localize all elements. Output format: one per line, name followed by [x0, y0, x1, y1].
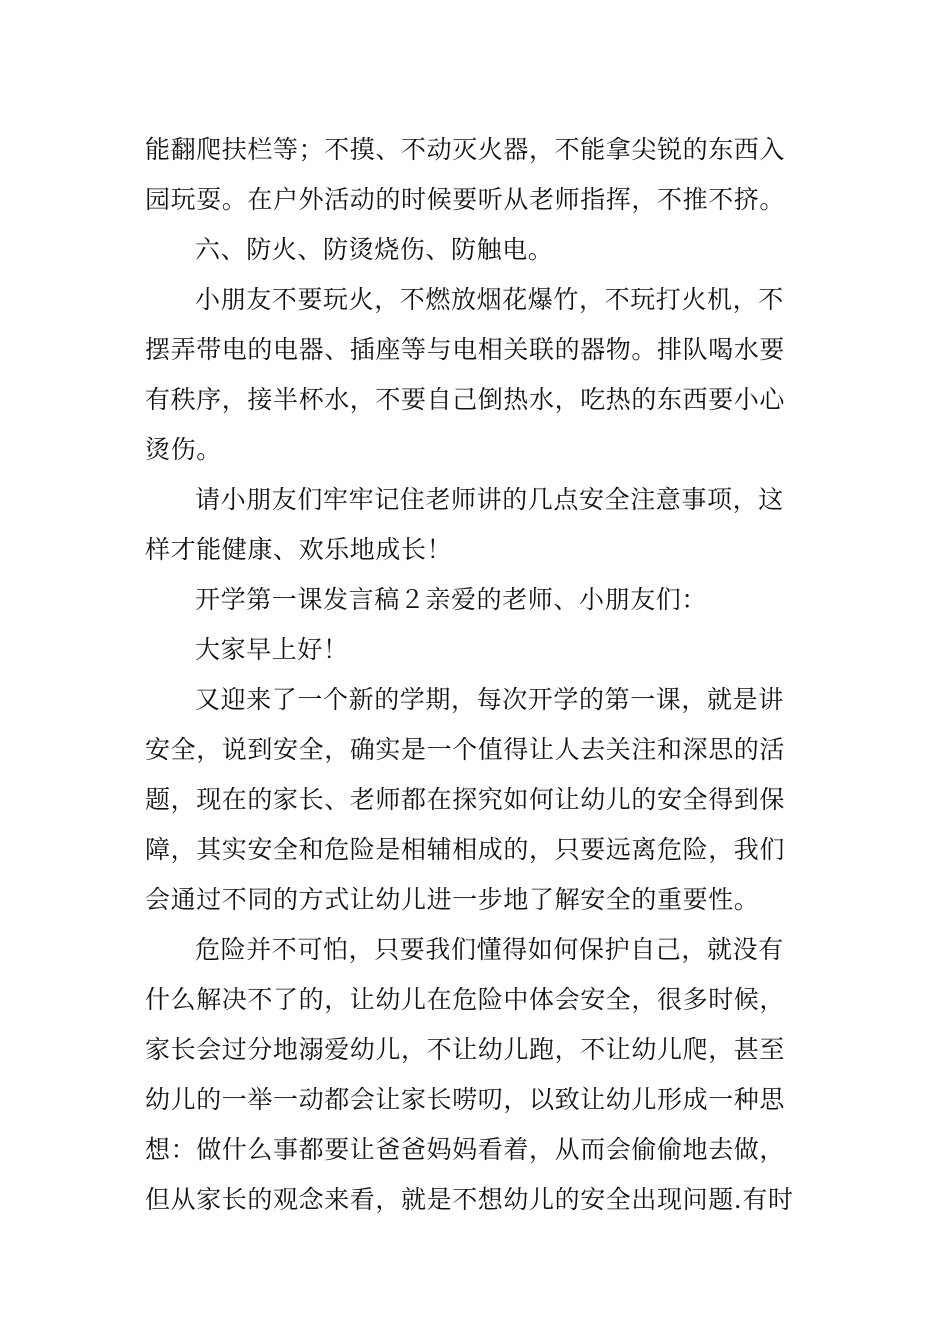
text-line: 幼儿的一举一动都会让家长唠叨，以致让幼儿形成一种思 — [145, 1085, 786, 1114]
text-line: 摆弄带电的电器、插座等与电相关联的器物。排队喝水要 — [145, 335, 786, 364]
text-line: 开学第一课发言稿２亲爱的老师、小朋友们： — [195, 585, 708, 614]
text-line: 题，现在的家长、老师都在探究如何让幼儿的安全得到保 — [145, 785, 786, 814]
text-line: 什么解决不了的，让幼儿在危险中体会安全，很多时候， — [145, 985, 786, 1014]
text-line: 但从家长的观念来看，就是不想幼儿的安全出现问题.有时 — [145, 1185, 794, 1214]
section-heading: 六、防火、防烫烧伤、防触电。 — [195, 235, 554, 264]
text-line: 安全，说到安全，确实是一个值得让人去关注和深思的活 — [145, 735, 786, 764]
text-line: 障，其实安全和危险是相辅相成的，只要远离危险，我们 — [145, 835, 786, 864]
greeting-line: 大家早上好！ — [195, 635, 349, 664]
text-line: 园玩耍。在户外活动的时候要听从老师指挥，不推不挤。 — [145, 185, 786, 214]
text-line: 家长会过分地溺爱幼儿，不让幼儿跑，不让幼儿爬，甚至 — [145, 1035, 786, 1064]
text-line: 有秩序，接半杯水，不要自己倒热水，吃热的东西要小心 — [145, 385, 786, 414]
text-line: 又迎来了一个新的学期，每次开学的第一课，就是讲 — [195, 685, 784, 714]
text-line: 能翻爬扶栏等；不摸、不动灭火器，不能拿尖锐的东西入 — [145, 135, 786, 164]
text-line: 想：做什么事都要让爸爸妈妈看着，从而会偷偷地去做， — [145, 1135, 786, 1164]
text-line: 烫伤。 — [145, 435, 222, 464]
text-line: 样才能健康、欢乐地成长！ — [145, 535, 453, 564]
text-line: 小朋友不要玩火，不燃放烟花爆竹，不玩打火机，不 — [195, 285, 784, 314]
text-line: 会通过不同的方式让幼儿进一步地了解安全的重要性。 — [145, 885, 760, 914]
text-line: 请小朋友们牢牢记住老师讲的几点安全注意事项，这 — [195, 485, 784, 514]
text-line: 危险并不可怕，只要我们懂得如何保护自己，就没有 — [195, 935, 784, 964]
